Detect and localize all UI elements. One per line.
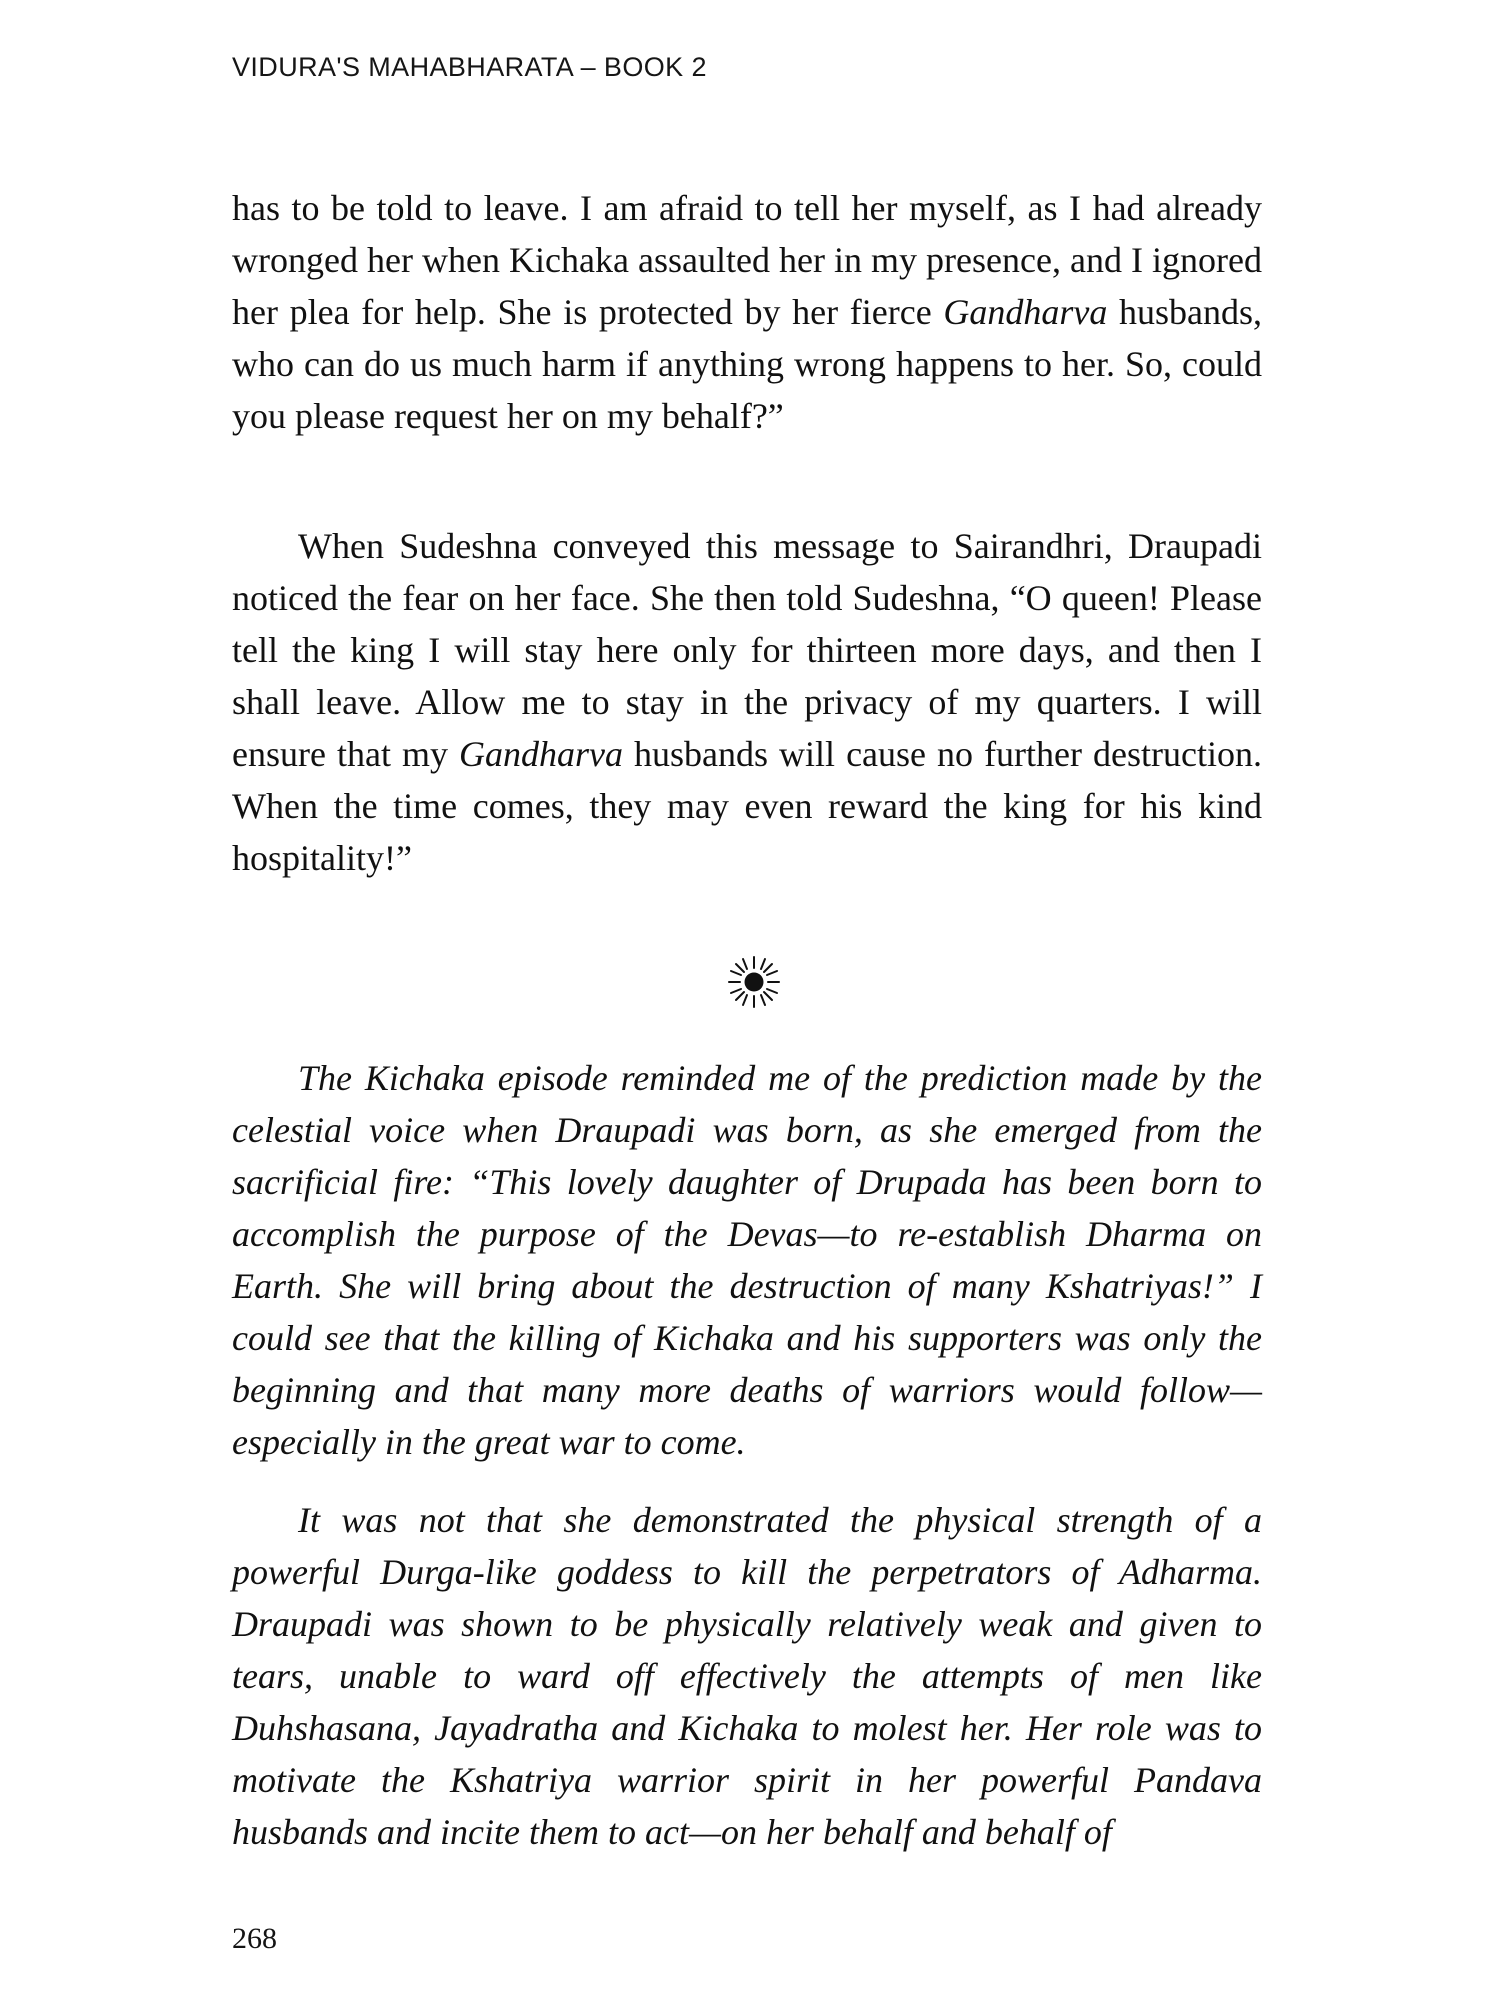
- paragraph-1: [232, 182, 1262, 442]
- paragraph-3: The Kichaka episode reminded me of the prediction made by the celestial voice when Draupadi was born, as she emerged from the sacrificial fire: “This lovely daughter of Drupada has been born to accomplish the purpose of the Devas—to re-establish Dharma on Earth. She will bring about the destruction of many Kshatriyas!” I could see that the killing of Kichaka and his supporters was only the beginning and that many more deaths of warriors would follow—especially in the great war to come.: [232, 1058, 1262, 1462]
- paragraph-2-text-a: When Sudeshna conveyed this message to Sairandhri, Draupadi noticed the fear on her face. She then told Sudeshna, “O queen! Please tell the king I will stay here only for thirteen more days, and then I shall leave. Allow me to stay in the privacy of my quarters. I will ensure that my: [232, 526, 1262, 774]
- sunburst-ornament-icon: [727, 955, 781, 1009]
- paragraph-1-italic-term: Gandharva: [943, 292, 1108, 332]
- paragraph-2-text-b: husbands will cause no further destruction. When the time comes, they may even reward the king for his kind hospitality!”: [232, 734, 1262, 878]
- page-number: 268: [232, 1922, 277, 1955]
- paragraph-1-text-b: husbands, who can do us much harm if anything wrong happens to her. So, could you please request her on my behalf?”: [232, 292, 1263, 436]
- paragraph-1-text-a: has to be told to leave. I am afraid to tell her myself, as I had already wronged her when Kichaka assaulted her in my presence, and I ignored her plea for help. She is protected by her fierce: [232, 188, 1262, 332]
- paragraph-4: It was not that she demonstrated the physical strength of a powerful Durga-like goddess to kill the perpetrators of Adharma. Draupadi was shown to be physically relatively weak and given to tears, unable to ward off effectively the attempts of men like Duhshasana, Jayadratha and Kichaka to molest her. Her role was to motivate the Kshatriya warrior spirit in her powerful Pandava husbands and incite them to act—on her behalf and behalf of: [232, 1500, 1262, 1852]
- paragraph-2-italic-term: Gandharva: [459, 734, 624, 774]
- paragraph-2: [232, 520, 1262, 884]
- running-head: VIDURA'S MAHABHARATA – BOOK 2: [232, 52, 707, 82]
